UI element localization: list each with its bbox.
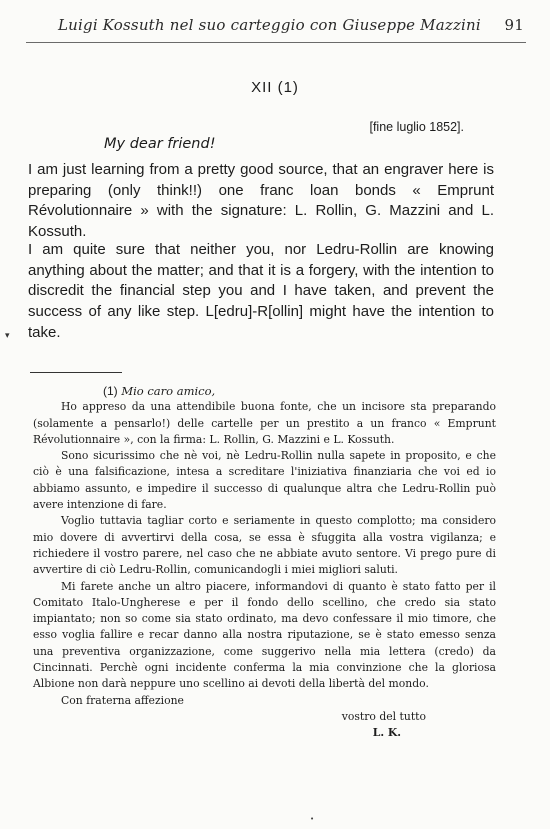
footnote-salutation: Mio caro amico, — [121, 384, 216, 398]
footnote-paragraph: Sono sicurissimo che nè voi, nè Ledru-Rollin nulla sapete in proposito, e che ciò è una falsificazione, intesa a screditare l'iniziativa finanziaria che voi ed io abbiamo assunto, e impedire il successo di qualunque altra che Ledru-Rollin può avere intenzione di fare. — [33, 449, 496, 512]
footnote-paragraph: Mi farete anche un altro piacere, informandovi di quanto è stato fatto per il Comitato Italo-Ungherese e per il fondo dello scellino, che credo sia stato impiantato; non so come sia stato ordinato, ma devo confessare il mio timore, che esso voglia fallire e recar danno alla nostra riputazione, se è stato emesso senza una preventiva organizzazione, come suggerivo nella mia lettera (credo) da Cincinnati. Perchè ogni incidente conferma la mia convinzione che la gloriosa Albione non darà neppure uno scellino ai devoti della libertà del mondo. — [33, 579, 496, 691]
footnote-heading — [33, 383, 496, 399]
letter-number: XII (1) — [251, 79, 299, 96]
footnote-closing: Con fraterna affezione — [61, 693, 184, 707]
footnote-paragraph: Voglio tuttavia tagliar corto e seriamente in questo complotto; ma considero mio dovere di avvertirvi della cosa, se essa è sfuggita alla vostra vigilanza; e richiedere il vostro parere, nel caso che ne abbiate avuto sentore. Vi prego pure di avvertire di ciò Ledru-Rollin, comunicandogli i miei migliori saluti. — [33, 514, 496, 577]
page-number: 91 — [504, 16, 524, 34]
footnote — [33, 383, 496, 742]
footnote-initials: L. K. — [372, 726, 401, 740]
letter-date: [fine luglio 1852]. — [369, 120, 464, 134]
margin-mark: ▾ — [5, 331, 10, 341]
header-rule — [26, 42, 526, 43]
running-head — [58, 16, 524, 34]
footnote-signoff: vostro del tutto — [341, 709, 426, 723]
running-title: Luigi Kossuth nel suo carteggio con Giuseppe Mazzini — [58, 16, 481, 34]
letter-paragraph: I am quite sure that neither you, nor Ledru-Rollin are knowing anything about the matter; and that it is a forgery, with the intention to discredit the financial step you and I have taken, and prevent the success of any like step. L[edru]-R[ollin] might have the intention to take. — [28, 241, 494, 341]
footnote-rule — [30, 372, 122, 373]
print-mark: • — [310, 815, 315, 823]
salutation: My dear friend! — [104, 136, 216, 152]
footnote-paragraph: Ho appreso da una attendibile buona fonte, che un incisore sta preparando (solamente a pensarlo!) delle cartelle per un prestito a un franco « Emprunt Révolutionnaire », con la firma: L. Rollin, G. Mazzini e L. Kossuth. — [33, 400, 496, 446]
footnote-marker: (1) — [103, 384, 118, 398]
letter-paragraph: I am just learning from a pretty good source, that an engraver here is preparing (only think!!) one franc loan bonds « Emprunt Révolutionnaire » with the signature: L. Rollin, G. Mazzini and L. Kossuth. — [28, 161, 494, 241]
